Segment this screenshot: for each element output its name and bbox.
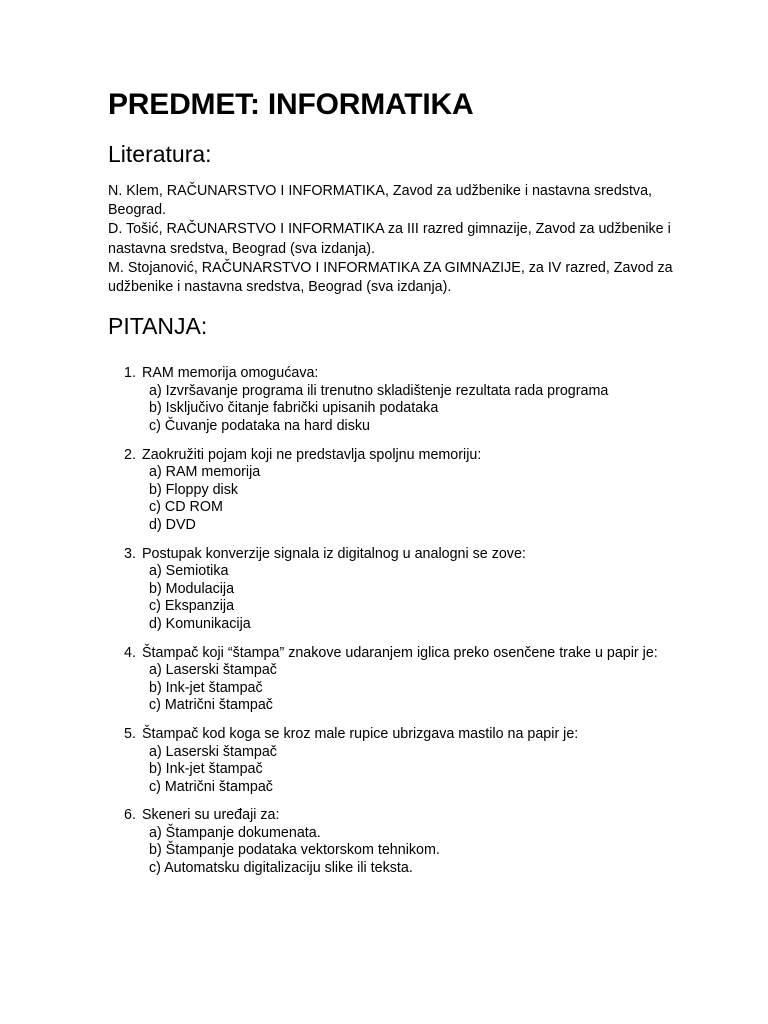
question-number: 1.: [124, 365, 136, 382]
questions-heading: PITANJA:: [108, 313, 208, 340]
question-row: [124, 807, 684, 825]
literature-heading: Literatura:: [108, 141, 212, 167]
question-text: Skeneri su uređaji za:: [142, 807, 280, 824]
answer-option: d) Komunikacija: [149, 615, 251, 632]
question-item: [124, 807, 684, 877]
answer-option: b) Isključivo čitanje fabrički upisanih podataka: [149, 400, 439, 417]
answer-option: b) Ink-jet štampač: [149, 761, 263, 778]
question-list: [124, 365, 684, 877]
answer-option: a) RAM memorija: [149, 464, 261, 481]
question-number: 2.: [124, 446, 136, 463]
answer-option: c) Čuvanje podataka na hard disku: [149, 418, 370, 434]
answer-options: [124, 744, 684, 797]
question-text: RAM memorija omogućava:: [142, 365, 319, 382]
answer-options: [124, 563, 684, 633]
answer-options: [124, 464, 684, 534]
answer-option: a) Izvršavanje programa ili trenutno skladištenje rezultata rada programa: [149, 382, 609, 399]
question-row: [124, 726, 684, 744]
answer-option: d) DVD: [149, 516, 196, 533]
reference-item: D. Tošić, RAČUNARSTVO I INFORMATIKA za III razred gimnazije, Zavod za udžbenike i nastavna sredstva, Beograd (sva izdanja).: [108, 221, 671, 257]
question-text: Štampač koji “štampa” znakove udaranjem iglica preko osenčene trake u papir je:: [142, 644, 658, 661]
question-item: [124, 726, 684, 796]
reference-list: [108, 182, 684, 297]
answer-option: c) Automatsku digitalizaciju slike ili teksta.: [149, 860, 413, 877]
document-title: PREDMET: INFORMATIKA: [108, 88, 474, 121]
reference-item: M. Stojanović, RAČUNARSTVO I INFORMATIKA ZA GIMNAZIJE, za IV razred, Zavod za udžbenike i nastavna sredstva, Beograd (sva izdanja).: [108, 259, 673, 296]
question-number: 5.: [124, 725, 136, 742]
answer-option: a) Semiotika: [149, 563, 229, 580]
answer-options: [124, 383, 684, 436]
answer-option: b) Modulacija: [149, 580, 235, 597]
question-number: 3.: [124, 545, 136, 562]
answer-option: a) Štampanje dokumenata.: [149, 824, 321, 841]
answer-options: [124, 825, 684, 878]
question-text: Štampač kod koga se kroz male rupice ubrizgava mastilo na papir je:: [142, 725, 579, 742]
answer-option: b) Štampanje podataka vektorskom tehnikom.: [149, 842, 440, 859]
question-text: Postupak konverzije signala iz digitalnog u analogni se zove:: [142, 545, 526, 562]
answer-option: c) Matrični štampač: [149, 778, 273, 795]
answer-option: c) CD ROM: [149, 499, 223, 516]
question-row: [124, 546, 684, 564]
answer-option: b) Ink-jet štampač: [149, 679, 263, 696]
question-text: Zaokružiti pojam koji ne predstavlja spoljnu memoriju:: [142, 446, 482, 463]
answer-option: b) Floppy disk: [149, 481, 238, 498]
answer-option: a) Laserski štampač: [149, 662, 277, 679]
answer-option: c) Ekspanzija: [149, 598, 235, 615]
question-row: [124, 447, 684, 465]
question-item: [124, 447, 684, 535]
question-number: 6.: [124, 807, 136, 824]
question-item: [124, 365, 684, 435]
question-row: [124, 645, 684, 663]
answer-option: a) Laserski štampač: [149, 743, 277, 760]
reference-item: N. Klem, RAČUNARSTVO I INFORMATIKA, Zavod za udžbenike i nastavna sredstva, Beograd.: [108, 183, 652, 219]
question-number: 4.: [124, 644, 136, 661]
answer-options: [124, 662, 684, 715]
question-item: [124, 546, 684, 634]
question-item: [124, 645, 684, 715]
question-row: [124, 365, 684, 383]
answer-option: c) Matrični štampač: [149, 697, 273, 714]
